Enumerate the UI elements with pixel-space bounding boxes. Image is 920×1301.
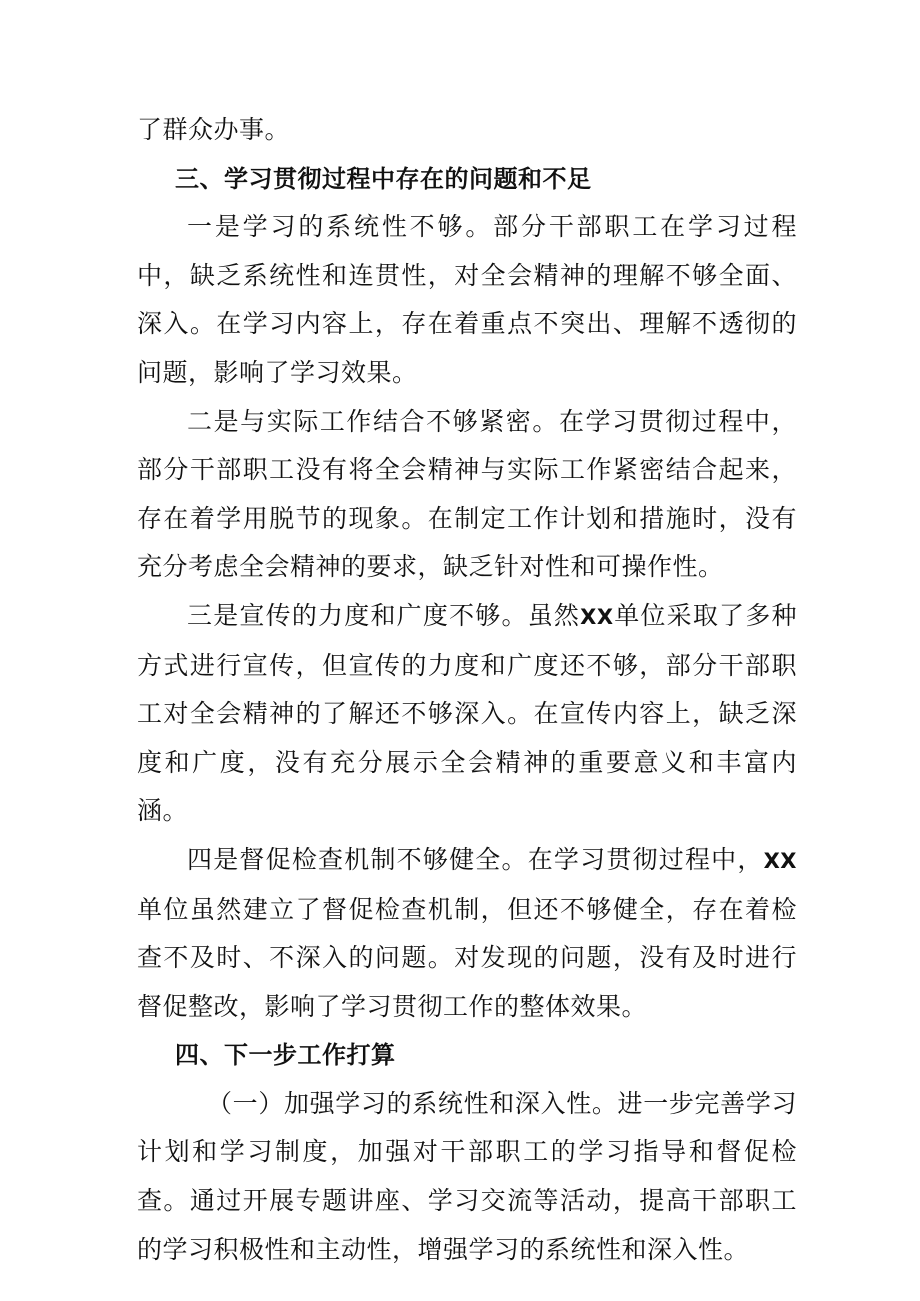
section-3-item-4 <box>137 836 797 1031</box>
section-3-item-3-text-a: 三是宣传的力度和广度不够。虽然 <box>187 600 581 630</box>
section-3-item-3 <box>137 592 797 836</box>
section-3-item-2: 二是与实际工作结合不够紧密。在学习贯彻过程中，部分干部职工没有将全会精神与实际工作紧密结合起来，存在着学用脱节的现象。在制定工作计划和措施时，没有充分考虑全会精神的要求，缺乏针对性和可操作性。 <box>137 406 797 582</box>
section-3-heading: 三、学习贯彻过程中存在的问题和不足 <box>175 164 592 193</box>
section-3-item-1: 一是学习的系统性不够。部分干部职工在学习过程中，缺乏系统性和连贯性，对全会精神的理解不够全面、深入。在学习内容上，存在着重点不突出、理解不透彻的问题，影响了学习效果。 <box>137 212 797 387</box>
section-3-item-4-text-b: 单位虽然建立了督促检查机制，但还不够健全，存在着检查不及时、不深入的问题。对发现的问题，没有及时进行督促整改，影响了学习贯彻工作的整体效果。 <box>137 894 797 1021</box>
document-body <box>137 106 797 1274</box>
placeholder-unit-token: XX <box>763 848 797 873</box>
placeholder-unit-token: XX <box>580 604 614 629</box>
continued-paragraph: 了群众办事。 <box>137 115 291 144</box>
section-4-heading: 四、下一步工作打算 <box>175 1041 396 1070</box>
section-4-item-1: （一）加强学习的系统性和深入性。进一步完善学习计划和学习制度，加强对干部职工的学习指导和督促检查。通过开展专题讲座、学习交流等活动，提高干部职工的学习积极性和主动性，增强学习的系统性和深入性。 <box>137 1088 797 1264</box>
section-3-item-4-text-a: 四是督促检查机制不够健全。在学习贯彻过程中， <box>187 844 764 874</box>
section-3-item-3-text-b: 单位采取了多种方式进行宣传，但宣传的力度和广度还不够，部分干部职工对全会精神的了解还不够深入。在宣传内容上，缺乏深度和广度，没有充分展示全会精神的重要意义和丰富内涵。 <box>137 600 797 826</box>
